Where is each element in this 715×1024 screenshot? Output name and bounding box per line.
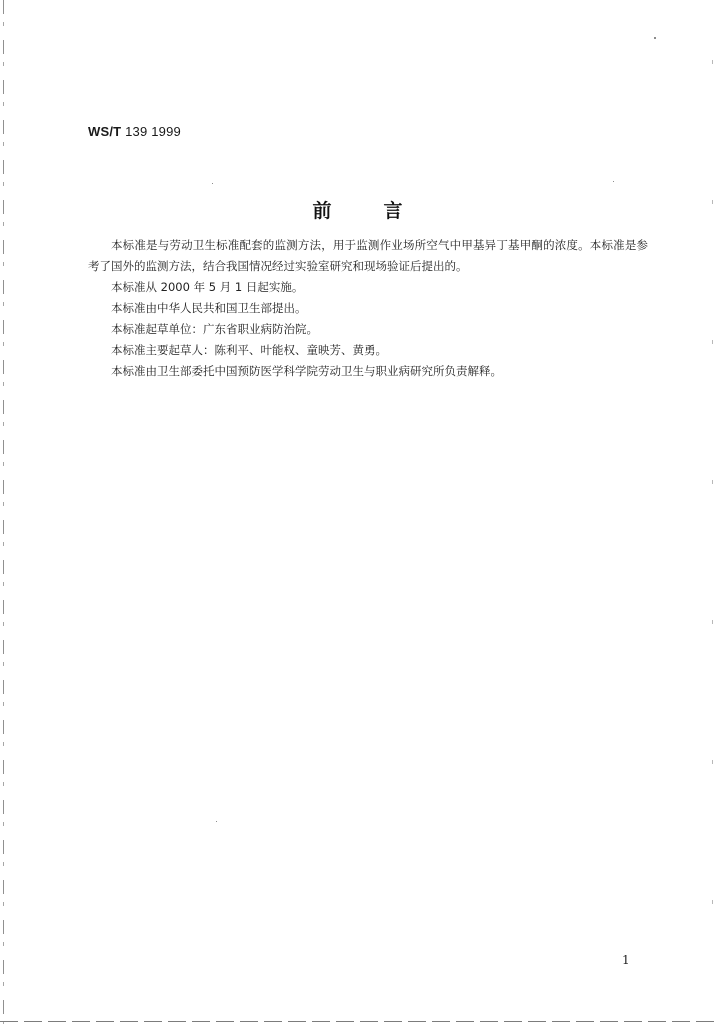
paragraph: 本标准主要起草人：陈利平、叶能权、童映芳、黄勇。: [111, 343, 387, 357]
scan-edge-bottom: [0, 1021, 715, 1022]
section-title: 前言: [312, 200, 455, 222]
standard-prefix: WS/T: [88, 124, 122, 139]
scan-speck: [216, 821, 217, 822]
page-number: 1: [622, 953, 630, 967]
paragraph: 本标准由中华人民共和国卫生部提出。: [111, 301, 307, 315]
scan-speck: [613, 181, 614, 182]
paragraph: 本标准起草单位：广东省职业病防治院。: [111, 322, 318, 336]
document-code: [88, 124, 181, 139]
foreword-body: [88, 235, 648, 382]
scan-speck: [212, 183, 213, 184]
scan-edge-right: [712, 0, 713, 1024]
standard-number: 139: [125, 124, 148, 139]
paragraph: 本标准从 2000 年 5 月 1 日起实施。: [111, 280, 304, 294]
paragraph: 本标准由卫生部委托中国预防医学科学院劳动卫生与职业病研究所负责解释。: [111, 364, 502, 378]
paragraph: 本标准是与劳动卫生标准配套的监测方法，用于监测作业场所空气中甲基异丁基甲酮的浓度。本标准是参考了国外的监测方法，结合我国情况经过实验室研究和现场验证后提出的。: [88, 238, 648, 273]
standard-year: 1999: [151, 124, 181, 139]
scan-edge-left: [3, 0, 4, 1024]
scan-speck: [654, 37, 656, 39]
